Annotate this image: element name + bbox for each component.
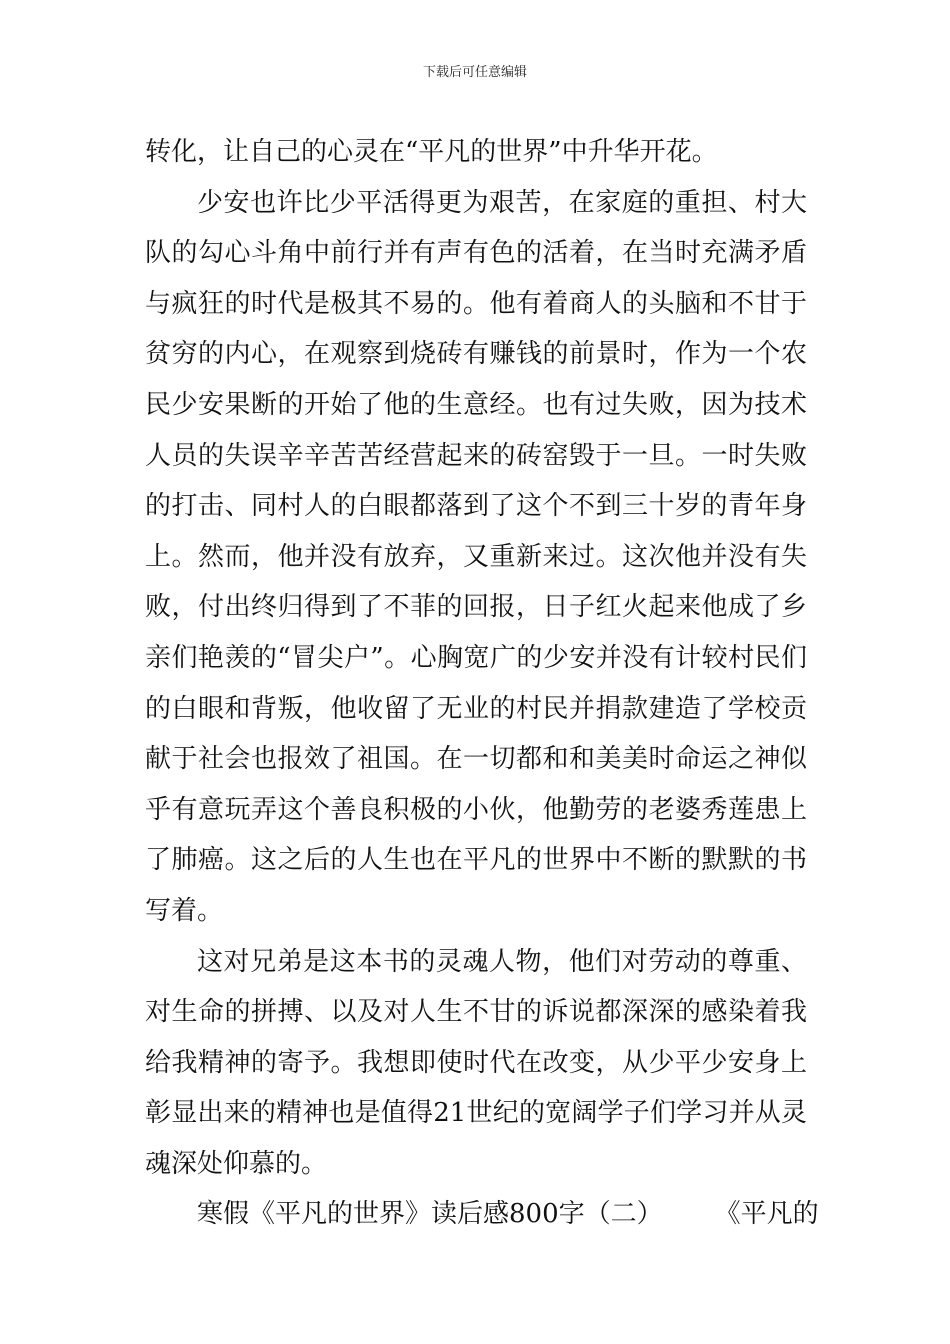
paragraph-1: 转化，让自己的心灵在“平凡的世界”中升华开花。 <box>145 137 718 167</box>
continuation-text: 《平凡的 <box>714 1199 819 1230</box>
paragraph-2: 少安也许比少平活得更为艰苦，在家庭的重担、村大队的勾心斗角中前行并有声有色的活着，在当时充满矛盾与疯狂的时代是极其不易的。他有着商人的头脑和不甘于贫穷的内心，在观察到烧砖有赚钱的前景时，作为一个农民少安果断的开始了他的生意经。也有过失败，因为技术人员的失误辛辛苦苦经营起来的砖窑毁于一旦。一时失败的打击、同村人的白眼都落到了这个不到三十岁的青年身上。然而，他并没有放弃，又重新来过。这次他并没有失败，付出终归得到了不菲的回报，日子红火起来他成了乡亲们艳羡的“冒尖户”。心胸宽广的少安并没有计较村民们的白眼和背叛，他收留了无业的村民并捐款建造了学校贡献于社会也报效了祖国。在一切都和和美美时命运之神似乎有意玩弄这个善良积极的小伙，他勤劳的老婆秀莲患上了肺癌。这之后的人生也在平凡的世界中不断的默默的书写着。 <box>145 187 807 926</box>
section-title-line <box>145 1189 819 1240</box>
paragraph-3: 这对兄弟是这本书的灵魂人物，他们对劳动的尊重、对生命的拼搏、以及对人生不甘的诉说都深深的感染着我给我精神的寄予。我想即使时代在改变，从少平少安身上彰显出来的精神也是值得21世纪的宽阔学子们学习并从灵魂深处仰慕的。 <box>145 946 807 1179</box>
page-header: 下载后可任意编辑 <box>422 65 527 80</box>
section-title: 寒假《平凡的世界》读后感800字（二） <box>197 1199 663 1230</box>
document-body <box>145 127 819 1240</box>
